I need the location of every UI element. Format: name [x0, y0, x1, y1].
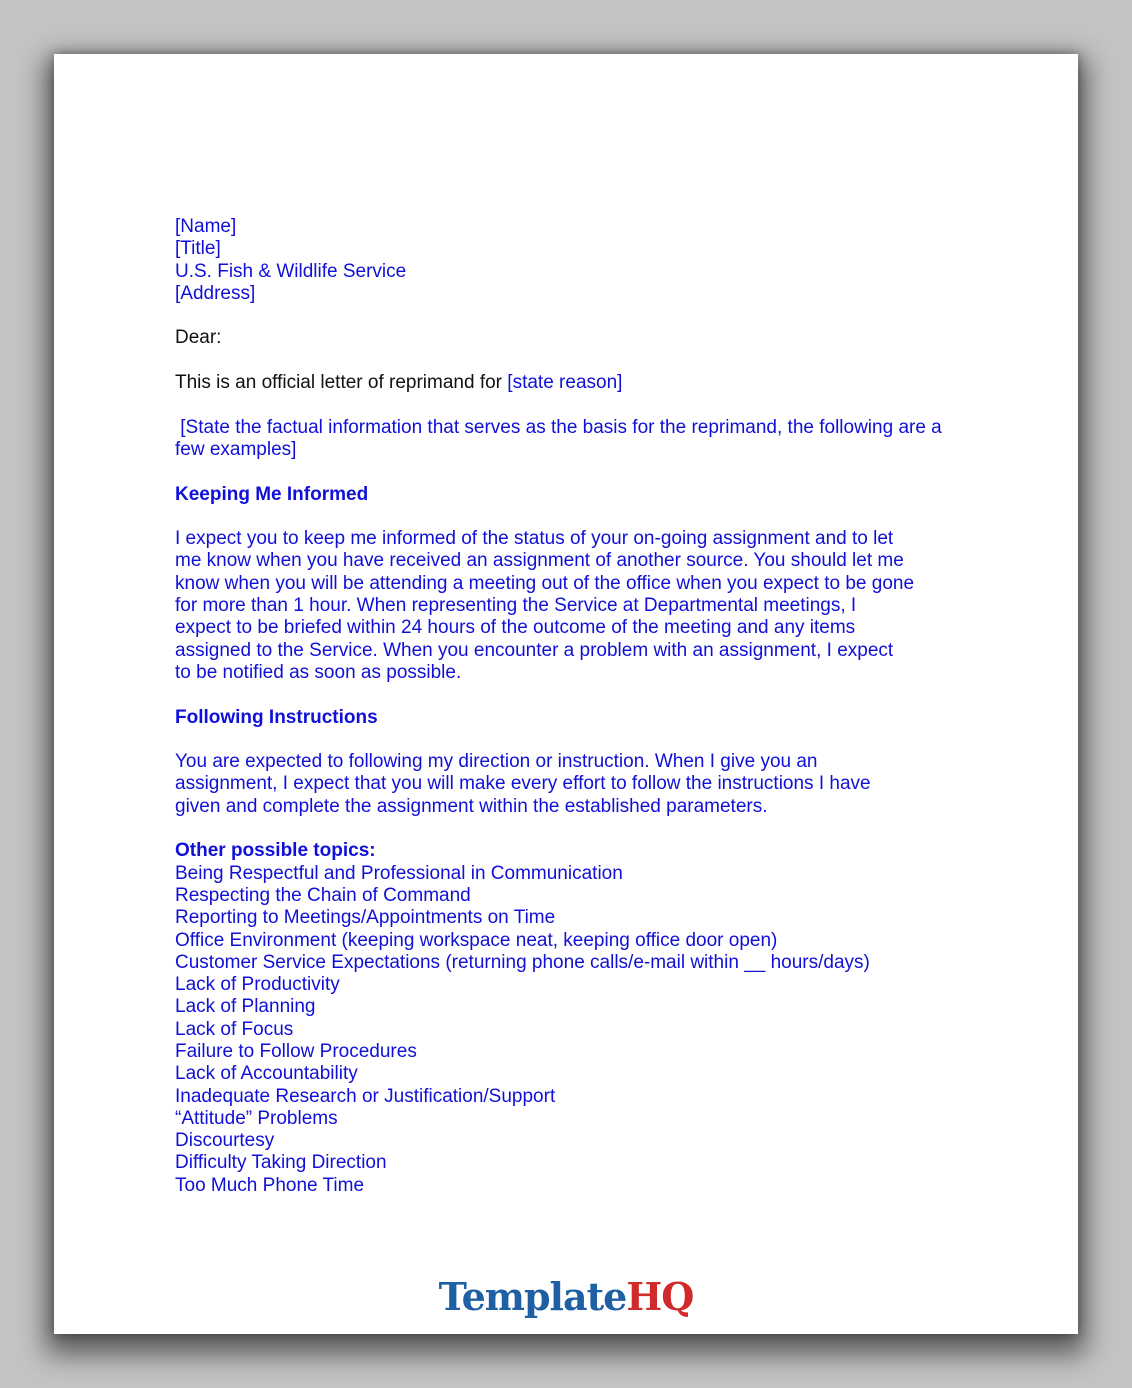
list-item: Lack of Planning [175, 996, 316, 1018]
body-line: assigned to the Service. When you encounter a problem with an assignment, I expect [175, 639, 894, 661]
list-item: Inadequate Research or Justification/Support [175, 1085, 556, 1107]
body-line: me know when you have received an assignment of another source. You should let me [175, 550, 904, 572]
watermark-part-hq: HQ [626, 1274, 694, 1319]
section-body-following-instructions [175, 751, 975, 818]
topics-list [175, 863, 975, 1197]
templatehq-watermark-logo [54, 1274, 1078, 1320]
address-name: [Name] [175, 216, 237, 237]
body-line: for more than 1 hour. When representing the Service at Departmental meetings, I [175, 595, 857, 617]
body-line: assignment, I expect that you will make every effort to follow the instructions I have [175, 773, 871, 795]
list-item: Discourtesy [175, 1130, 275, 1152]
list-item: Too Much Phone Time [175, 1174, 365, 1196]
letter-body [175, 216, 975, 1197]
list-item: Lack of Focus [175, 1018, 294, 1040]
list-item: Difficulty Taking Direction [175, 1152, 387, 1174]
body-line: I expect you to keep me informed of the status of your on-going assignment and to let [175, 528, 894, 550]
body-line: expect to be briefed within 24 hours of the outcome of the meeting and any items [175, 617, 856, 639]
list-item: Lack of Accountability [175, 1063, 358, 1085]
intro-paragraph [175, 372, 975, 394]
list-item: Reporting to Meetings/Appointments on Time [175, 907, 556, 929]
list-item: Lack of Productivity [175, 974, 340, 996]
intro-text: This is an official letter of reprimand for [175, 372, 508, 394]
list-item: Being Respectful and Professional in Communication [175, 862, 623, 884]
intro-placeholder: [state reason] [507, 372, 623, 394]
watermark-part-template: Template [438, 1274, 627, 1319]
section-heading-following-instructions: Following Instructions [175, 706, 378, 728]
body-line: to be notified as soon as possible. [175, 661, 462, 683]
list-item: Failure to Follow Procedures [175, 1040, 417, 1062]
list-item: Customer Service Expectations (returning phone calls/e-mail within __ hours/days) [175, 951, 870, 973]
list-item: Respecting the Chain of Command [175, 884, 471, 906]
section-heading-keeping-informed: Keeping Me Informed [175, 483, 369, 505]
body-line: know when you will be attending a meeting out of the office when you expect to be gone [175, 572, 915, 594]
list-item: Office Environment (keeping workspace neat, keeping office door open) [175, 929, 778, 951]
address-organization: U.S. Fish & Wildlife Service [175, 260, 407, 282]
topics-heading: Other possible topics: [175, 840, 376, 862]
document-page [54, 54, 1078, 1334]
address-block [175, 216, 975, 305]
address-street: [Address] [175, 282, 256, 304]
factual-info-paragraph: [State the factual information that serves as the basis for the reprimand, the following are a few examples] [175, 416, 948, 460]
list-item: “Attitude” Problems [175, 1107, 338, 1129]
body-line: given and complete the assignment within the established parameters. [175, 795, 768, 817]
salutation: Dear: [175, 327, 222, 349]
address-title: [Title] [175, 238, 221, 260]
body-line: You are expected to following my direction or instruction. When I give you an [175, 751, 818, 773]
section-body-keeping-informed [175, 528, 975, 684]
